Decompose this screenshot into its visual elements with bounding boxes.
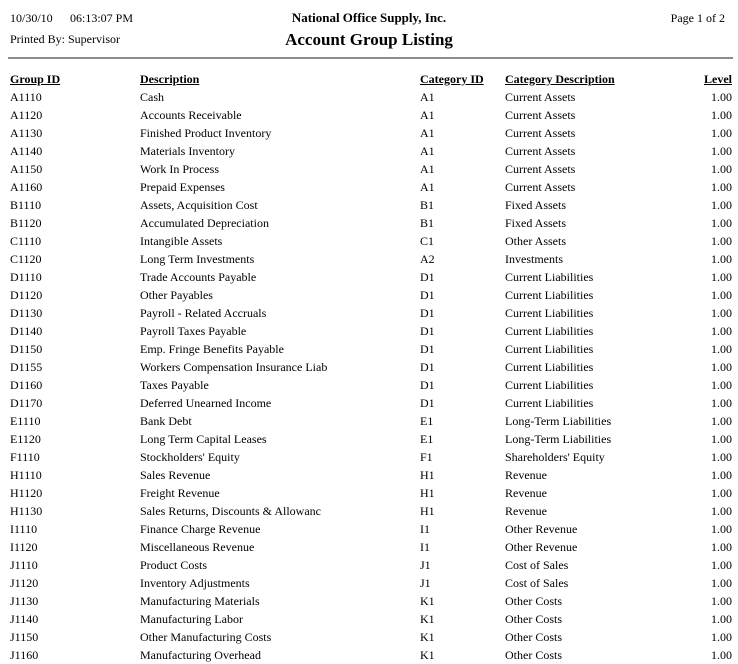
table-row bbox=[10, 358, 732, 376]
table-row bbox=[10, 322, 732, 340]
table-row bbox=[10, 628, 732, 646]
cell-category-id: H1 bbox=[420, 468, 435, 482]
table-row bbox=[10, 502, 732, 520]
printed-by: Printed By: Supervisor bbox=[10, 32, 120, 46]
cell-level: 1.00 bbox=[711, 522, 732, 536]
cell-category-id: A1 bbox=[420, 108, 435, 122]
cell-category-id: E1 bbox=[420, 432, 434, 446]
cell-description: Trade Accounts Payable bbox=[140, 270, 257, 284]
table-row bbox=[10, 340, 732, 358]
table-row bbox=[10, 394, 732, 412]
table-row bbox=[10, 160, 732, 178]
cell-group-id: J1110 bbox=[10, 558, 38, 572]
table-row bbox=[10, 448, 732, 466]
cell-description: Product Costs bbox=[140, 558, 208, 572]
cell-level: 1.00 bbox=[711, 432, 732, 446]
cell-level: 1.00 bbox=[711, 486, 732, 500]
cell-group-id: A1120 bbox=[10, 108, 43, 122]
cell-group-id: I1110 bbox=[10, 522, 38, 536]
cell-group-id: B1110 bbox=[10, 198, 42, 212]
table-row bbox=[10, 304, 732, 322]
cell-description: Other Payables bbox=[140, 288, 213, 302]
column-header-category-description-label: Category Description bbox=[505, 72, 615, 86]
cell-category-id: D1 bbox=[420, 306, 435, 320]
cell-group-id: J1160 bbox=[10, 648, 39, 662]
cell-description: Manufacturing Materials bbox=[140, 594, 260, 608]
report-title: Account Group Listing bbox=[285, 30, 453, 49]
cell-level: 1.00 bbox=[711, 198, 732, 212]
cell-group-id: A1140 bbox=[10, 144, 43, 158]
cell-category-id: D1 bbox=[420, 378, 435, 392]
cell-category-description: Cost of Sales bbox=[505, 558, 569, 572]
cell-category-description: Current Liabilities bbox=[505, 360, 594, 374]
cell-level: 1.00 bbox=[711, 108, 732, 122]
cell-description: Bank Debt bbox=[140, 414, 192, 428]
cell-category-description: Current Assets bbox=[505, 108, 576, 122]
table-row bbox=[10, 196, 732, 214]
cell-category-description: Current Liabilities bbox=[505, 288, 594, 302]
cell-category-description: Current Liabilities bbox=[505, 378, 594, 392]
table-header-row bbox=[10, 70, 732, 88]
cell-level: 1.00 bbox=[711, 342, 732, 356]
cell-level: 1.00 bbox=[711, 576, 732, 590]
table-row bbox=[10, 412, 732, 430]
column-header-group-id-label: Group ID bbox=[10, 72, 61, 86]
cell-description: Long Term Capital Leases bbox=[140, 432, 267, 446]
column-header-description-label: Description bbox=[140, 72, 200, 86]
cell-category-description: Current Assets bbox=[505, 126, 576, 140]
cell-level: 1.00 bbox=[711, 558, 732, 572]
cell-level: 1.00 bbox=[711, 288, 732, 302]
cell-level: 1.00 bbox=[711, 90, 732, 104]
table-row bbox=[10, 376, 732, 394]
column-header-level-label: Level bbox=[704, 72, 732, 86]
table-row bbox=[10, 214, 732, 232]
cell-category-description: Cost of Sales bbox=[505, 576, 569, 590]
cell-group-id: H1120 bbox=[10, 486, 43, 500]
cell-category-id: J1 bbox=[420, 558, 431, 572]
cell-description: Cash bbox=[140, 90, 164, 104]
cell-category-description: Current Liabilities bbox=[505, 396, 594, 410]
cell-description: Intangible Assets bbox=[140, 234, 223, 248]
cell-level: 1.00 bbox=[711, 540, 732, 554]
cell-category-description: Long-Term Liabilities bbox=[505, 414, 612, 428]
cell-level: 1.00 bbox=[711, 396, 732, 410]
cell-group-id: B1120 bbox=[10, 216, 42, 230]
table-row bbox=[10, 646, 732, 664]
cell-group-id: D1170 bbox=[10, 396, 43, 410]
cell-level: 1.00 bbox=[711, 324, 732, 338]
cell-level: 1.00 bbox=[711, 630, 732, 644]
table-row bbox=[10, 556, 732, 574]
cell-category-id: D1 bbox=[420, 288, 435, 302]
cell-description: Sales Returns, Discounts & Allowanc bbox=[140, 504, 321, 518]
cell-category-id: A2 bbox=[420, 252, 435, 266]
cell-description: Finance Charge Revenue bbox=[140, 522, 261, 536]
cell-group-id: C1120 bbox=[10, 252, 42, 266]
cell-level: 1.00 bbox=[711, 306, 732, 320]
cell-category-description: Long-Term Liabilities bbox=[505, 432, 612, 446]
table-row bbox=[10, 178, 732, 196]
cell-level: 1.00 bbox=[711, 468, 732, 482]
cell-category-description: Shareholders' Equity bbox=[505, 450, 605, 464]
cell-category-id: A1 bbox=[420, 126, 435, 140]
cell-description: Finished Product Inventory bbox=[140, 126, 272, 140]
header-rule-divider bbox=[8, 57, 733, 59]
cell-level: 1.00 bbox=[711, 234, 732, 248]
cell-description: Assets, Acquisition Cost bbox=[140, 198, 258, 212]
cell-group-id: D1160 bbox=[10, 378, 43, 392]
column-header-group-id bbox=[10, 70, 140, 88]
cell-level: 1.00 bbox=[711, 594, 732, 608]
cell-description: Accumulated Depreciation bbox=[140, 216, 269, 230]
cell-group-id: H1110 bbox=[10, 468, 42, 482]
cell-group-id: A1150 bbox=[10, 162, 43, 176]
cell-description: Emp. Fringe Benefits Payable bbox=[140, 342, 284, 356]
table-row bbox=[10, 124, 732, 142]
cell-group-id: F1110 bbox=[10, 450, 40, 464]
cell-category-description: Current Liabilities bbox=[505, 342, 594, 356]
cell-description: Payroll - Related Accruals bbox=[140, 306, 267, 320]
cell-description: Materials Inventory bbox=[140, 144, 235, 158]
column-header-level bbox=[698, 70, 732, 88]
cell-description: Stockholders' Equity bbox=[140, 450, 240, 464]
cell-description: Prepaid Expenses bbox=[140, 180, 225, 194]
cell-description: Taxes Payable bbox=[140, 378, 209, 392]
cell-category-description: Current Liabilities bbox=[505, 270, 594, 284]
table-row bbox=[10, 484, 732, 502]
cell-description: Miscellaneous Revenue bbox=[140, 540, 255, 554]
cell-level: 1.00 bbox=[711, 450, 732, 464]
cell-group-id: J1120 bbox=[10, 576, 39, 590]
cell-group-id: H1130 bbox=[10, 504, 43, 518]
cell-category-id: D1 bbox=[420, 270, 435, 284]
cell-category-id: F1 bbox=[420, 450, 433, 464]
table-body bbox=[10, 88, 732, 664]
table-row bbox=[10, 466, 732, 484]
cell-category-id: K1 bbox=[420, 630, 435, 644]
cell-category-id: A1 bbox=[420, 180, 435, 194]
cell-group-id: A1130 bbox=[10, 126, 43, 140]
cell-description: Manufacturing Labor bbox=[140, 612, 243, 626]
cell-category-id: K1 bbox=[420, 594, 435, 608]
cell-group-id: I1120 bbox=[10, 540, 38, 554]
cell-description: Inventory Adjustments bbox=[140, 576, 250, 590]
cell-group-id: D1120 bbox=[10, 288, 43, 302]
cell-category-description: Fixed Assets bbox=[505, 198, 567, 212]
cell-level: 1.00 bbox=[711, 270, 732, 284]
cell-group-id: E1110 bbox=[10, 414, 41, 428]
cell-level: 1.00 bbox=[711, 504, 732, 518]
column-header-category-description bbox=[505, 70, 698, 88]
cell-category-description: Other Costs bbox=[505, 612, 562, 626]
cell-category-description: Other Assets bbox=[505, 234, 566, 248]
cell-category-description: Fixed Assets bbox=[505, 216, 567, 230]
cell-level: 1.00 bbox=[711, 252, 732, 266]
table-row bbox=[10, 520, 732, 538]
cell-category-id: E1 bbox=[420, 414, 434, 428]
company-name: National Office Supply, Inc. bbox=[291, 10, 447, 25]
cell-category-id: K1 bbox=[420, 648, 435, 662]
cell-category-description: Other Costs bbox=[505, 648, 562, 662]
cell-category-id: A1 bbox=[420, 162, 435, 176]
table-row bbox=[10, 286, 732, 304]
cell-category-id: I1 bbox=[420, 540, 430, 554]
cell-category-description: Revenue bbox=[505, 504, 547, 518]
cell-category-id: D1 bbox=[420, 342, 435, 356]
table-row bbox=[10, 106, 732, 124]
cell-category-description: Current Assets bbox=[505, 90, 576, 104]
cell-category-description: Other Costs bbox=[505, 594, 562, 608]
cell-category-description: Other Revenue bbox=[505, 522, 578, 536]
table-row bbox=[10, 232, 732, 250]
cell-description: Work In Process bbox=[140, 162, 220, 176]
table-row bbox=[10, 430, 732, 448]
cell-group-id: C1110 bbox=[10, 234, 42, 248]
cell-category-description: Current Assets bbox=[505, 144, 576, 158]
cell-category-description: Current Liabilities bbox=[505, 324, 594, 338]
cell-level: 1.00 bbox=[711, 144, 732, 158]
cell-group-id: A1160 bbox=[10, 180, 43, 194]
cell-category-description: Other Revenue bbox=[505, 540, 578, 554]
cell-level: 1.00 bbox=[711, 216, 732, 230]
cell-level: 1.00 bbox=[711, 378, 732, 392]
table-row bbox=[10, 268, 732, 286]
cell-category-id: K1 bbox=[420, 612, 435, 626]
cell-level: 1.00 bbox=[711, 162, 732, 176]
table-row bbox=[10, 142, 732, 160]
page-number: Page 1 of 2 bbox=[670, 11, 725, 25]
cell-description: Other Manufacturing Costs bbox=[140, 630, 272, 644]
table-row bbox=[10, 88, 732, 106]
cell-level: 1.00 bbox=[711, 180, 732, 194]
cell-description: Payroll Taxes Payable bbox=[140, 324, 247, 338]
table-row bbox=[10, 574, 732, 592]
column-header-category-id bbox=[420, 70, 505, 88]
cell-category-description: Investments bbox=[505, 252, 563, 266]
cell-category-id: I1 bbox=[420, 522, 430, 536]
cell-description: Freight Revenue bbox=[140, 486, 220, 500]
cell-description: Workers Compensation Insurance Liab bbox=[140, 360, 328, 374]
cell-level: 1.00 bbox=[711, 360, 732, 374]
table-row bbox=[10, 250, 732, 268]
cell-description: Long Term Investments bbox=[140, 252, 255, 266]
table-row bbox=[10, 592, 732, 610]
cell-category-id: B1 bbox=[420, 216, 435, 230]
cell-category-id: J1 bbox=[420, 576, 431, 590]
cell-level: 1.00 bbox=[711, 414, 732, 428]
cell-category-id: C1 bbox=[420, 234, 435, 248]
cell-group-id: J1130 bbox=[10, 594, 39, 608]
cell-category-id: H1 bbox=[420, 486, 435, 500]
cell-level: 1.00 bbox=[711, 648, 732, 662]
cell-group-id: J1150 bbox=[10, 630, 39, 644]
report-date: 10/30/10 bbox=[10, 11, 53, 25]
cell-category-id: D1 bbox=[420, 324, 435, 338]
cell-category-id: A1 bbox=[420, 90, 435, 104]
cell-description: Sales Revenue bbox=[140, 468, 211, 482]
report-time: 06:13:07 PM bbox=[70, 11, 134, 25]
cell-category-description: Current Assets bbox=[505, 180, 576, 194]
cell-group-id: A1110 bbox=[10, 90, 42, 104]
cell-group-id: J1140 bbox=[10, 612, 39, 626]
cell-group-id: D1110 bbox=[10, 270, 42, 284]
column-header-description bbox=[140, 70, 420, 88]
cell-description: Deferred Unearned Income bbox=[140, 396, 272, 410]
cell-category-id: D1 bbox=[420, 360, 435, 374]
table-row bbox=[10, 538, 732, 556]
cell-category-description: Current Assets bbox=[505, 162, 576, 176]
cell-category-id: D1 bbox=[420, 396, 435, 410]
cell-category-id: H1 bbox=[420, 504, 435, 518]
cell-description: Accounts Receivable bbox=[140, 108, 242, 122]
cell-category-description: Other Costs bbox=[505, 630, 562, 644]
cell-group-id: D1130 bbox=[10, 306, 43, 320]
cell-group-id: D1140 bbox=[10, 324, 43, 338]
cell-level: 1.00 bbox=[711, 612, 732, 626]
cell-group-id: D1150 bbox=[10, 342, 43, 356]
cell-category-id: B1 bbox=[420, 198, 435, 212]
cell-description: Manufacturing Overhead bbox=[140, 648, 261, 662]
column-header-category-id-label: Category ID bbox=[420, 72, 484, 86]
cell-category-description: Revenue bbox=[505, 486, 547, 500]
cell-category-description: Revenue bbox=[505, 468, 547, 482]
account-group-table bbox=[10, 70, 732, 664]
table-row bbox=[10, 610, 732, 628]
cell-category-description: Current Liabilities bbox=[505, 306, 594, 320]
cell-category-id: A1 bbox=[420, 144, 435, 158]
cell-group-id: E1120 bbox=[10, 432, 41, 446]
cell-level: 1.00 bbox=[711, 126, 732, 140]
cell-group-id: D1155 bbox=[10, 360, 43, 374]
